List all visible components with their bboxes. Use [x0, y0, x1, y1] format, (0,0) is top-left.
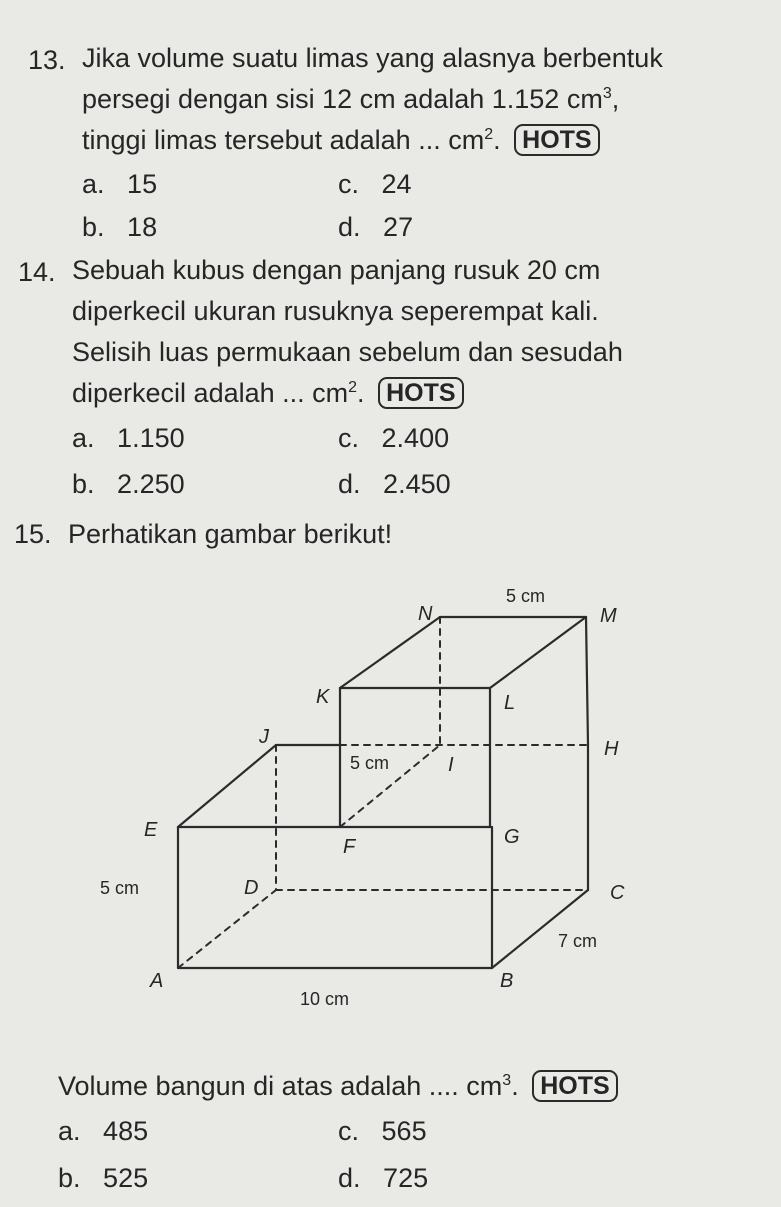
q15-hots-badge: HOTS — [532, 1070, 617, 1102]
label-I: I — [448, 754, 454, 776]
label-K: K — [316, 686, 330, 708]
label-E: E — [144, 819, 158, 841]
q13-option-a[interactable]: a. 15 — [82, 169, 158, 199]
q13-option-c[interactable]: c. 24 — [338, 169, 412, 199]
q14-line2: diperkecil ukuran rusuknya seperempat kali. — [72, 296, 599, 326]
edge-B-C — [492, 890, 588, 968]
edge-E-J — [178, 745, 276, 827]
label-J: J — [259, 726, 269, 748]
q14-line1: Sebuah kubus dengan panjang rusuk 20 cm — [72, 255, 601, 285]
q15-option-a[interactable]: a. 485 — [58, 1116, 149, 1146]
hidden-edge-A-D — [178, 890, 276, 968]
q14-line4: diperkecil adalah ... $cm^2$. HOTS — [72, 373, 623, 414]
label-H: H — [604, 738, 619, 760]
q14-line3: Selisih luas permukaan sebelum dan sesudah — [72, 337, 623, 367]
q14-hots-badge: HOTS — [378, 377, 463, 409]
q14-option-a[interactable]: a. 1.150 — [72, 423, 185, 453]
q15-option-c[interactable]: c. 565 — [338, 1116, 427, 1146]
edge-K-N — [340, 617, 440, 688]
label-L: L — [504, 692, 516, 714]
label-F: F — [343, 836, 356, 858]
edge-L-M — [490, 617, 586, 688]
label-C: C — [610, 882, 625, 904]
q15-option-b[interactable]: b. 525 — [58, 1163, 149, 1193]
label-B: B — [500, 970, 514, 992]
dim-depth: 7 cm — [558, 931, 598, 951]
q13-option-b[interactable]: b. 18 — [82, 212, 158, 242]
q14-option-c[interactable]: c. 2.400 — [338, 423, 450, 453]
q14-option-b[interactable]: b. 2.250 — [72, 469, 185, 499]
label-G: G — [504, 826, 520, 848]
front-face-edges — [178, 827, 492, 968]
q15-question: Volume bangun di atas adalah .... $cm^3$. HOTS — [58, 1068, 618, 1104]
q15-text: Perhatikan gambar berikut! — [68, 519, 393, 549]
label-N: N — [418, 603, 433, 625]
q13-line3: tinggi limas tersebut adalah ... $cm^2$. HOTS — [82, 120, 663, 161]
dim-length: 10 cm — [300, 989, 350, 1009]
q13-hots-badge: HOTS — [514, 124, 599, 156]
q13-line2: persegi dengan sisi 12 cm adalah 1.152 $cm^3$, — [82, 84, 620, 114]
dim-top-width: 5 cm — [506, 586, 546, 606]
label-A: A — [150, 970, 164, 992]
q15-number: 15. — [14, 519, 52, 549]
edge-M-H — [586, 617, 588, 745]
dim-mid-width: 5 cm — [350, 753, 390, 773]
q14-option-d[interactable]: d. 2.450 — [338, 469, 451, 499]
label-D: D — [244, 877, 259, 899]
dim-height: 5 cm — [100, 878, 140, 898]
label-M: M — [600, 605, 617, 627]
q15-option-d[interactable]: d. 725 — [338, 1163, 429, 1193]
q13-number: 13. — [28, 45, 66, 75]
q14-number: 14. — [18, 257, 56, 287]
q13-line1: Jika volume suatu limas yang alasnya berbentuk — [82, 43, 663, 73]
q13-option-d[interactable]: d. 27 — [338, 212, 414, 242]
